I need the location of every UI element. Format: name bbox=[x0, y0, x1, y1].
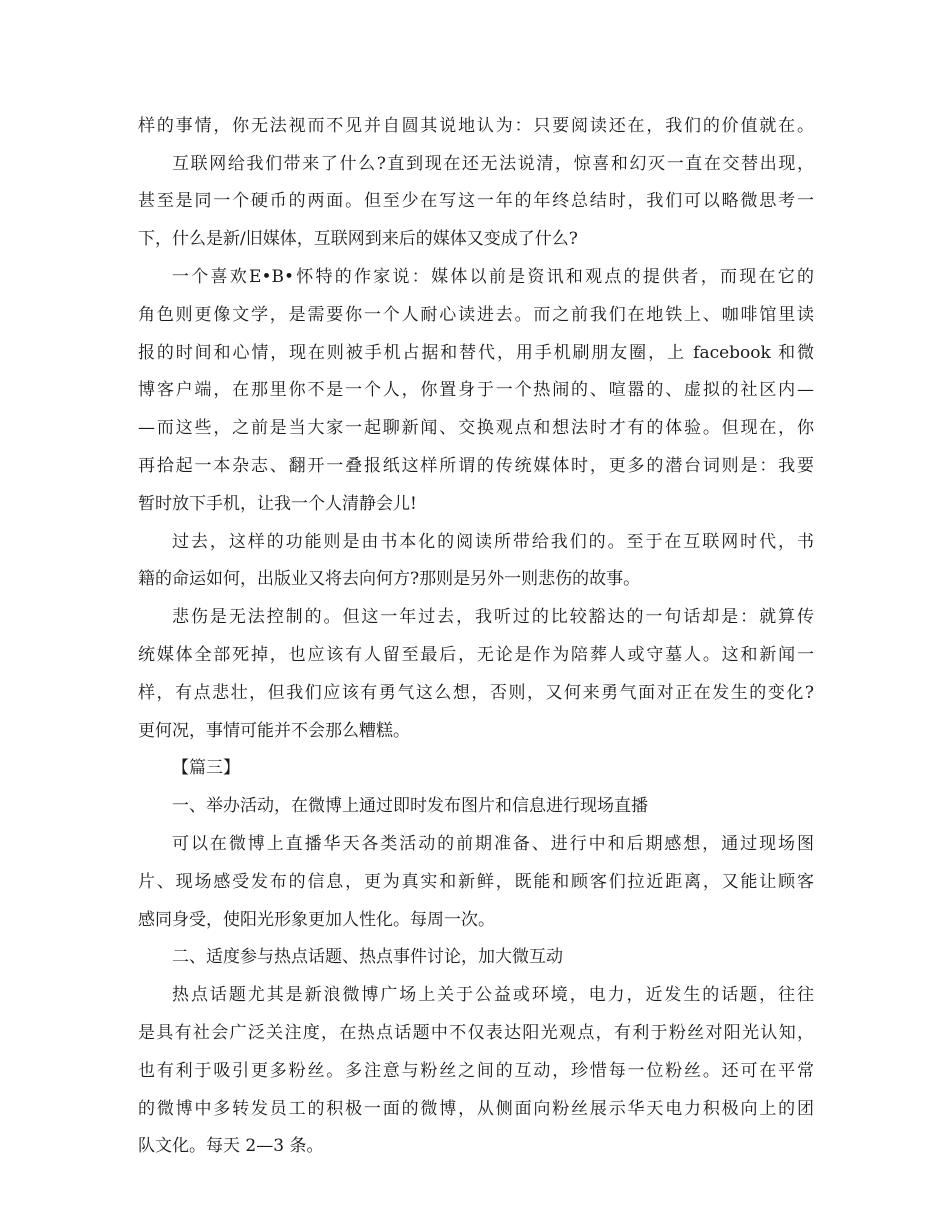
subheading: 二、适度参与热点话题、热点事件讨论，加大微互动 bbox=[172, 947, 563, 967]
paragraph-line: 博客户端，在那里你不是一个人，你置身于一个热闹的、喧嚣的、虚拟的社区内— bbox=[138, 380, 814, 400]
paragraph-line: 样，有点悲壮，但我们应该有勇气这么想，否则，又何来勇气面对正在发生的变化? bbox=[138, 683, 814, 703]
section-title: 【篇三】 bbox=[172, 758, 240, 778]
paragraph-line: 互联网给我们带来了什么?直到现在还无法说清，惊喜和幻灭一直在交替出现， bbox=[172, 154, 814, 174]
paragraph-line: 下，什么是新/旧媒体，互联网到来后的媒体又变成了什么? bbox=[138, 229, 578, 249]
paragraph-line: 感同身受，使阳光形象更加人性化。每周一次。 bbox=[138, 910, 495, 930]
paragraph-line: 可以在微博上直播华天各类活动的前期准备、进行中和后期感想，通过现场图 bbox=[172, 834, 814, 854]
paragraph-line: 也有利于吸引更多粉丝。多注意与粉丝之间的互动，珍惜每一位粉丝。还可在平常 bbox=[138, 1061, 814, 1081]
paragraph-line: 样的事情，你无法视而不见并自圆其说地认为：只要阅读还在，我们的价值就在。 bbox=[138, 116, 814, 136]
paragraph-line: 更何况，事情可能并不会那么糟糕。 bbox=[138, 721, 410, 741]
paragraph-line: 片、现场感受发布的信息，更为真实和新鲜，既能和顾客们拉近距离，又能让顾客 bbox=[138, 872, 814, 892]
subheading: 一、举办活动，在微博上通过即时发布图片和信息进行现场直播 bbox=[172, 796, 648, 816]
paragraph-line: 热点话题尤其是新浪微博广场上关于公益或环境，电力，近发生的话题，往往 bbox=[172, 985, 814, 1005]
paragraph-line: 再拾起一本杂志、翻开一叠报纸这样所谓的传统媒体时，更多的潜台词则是：我要 bbox=[138, 456, 814, 476]
paragraph-line: 过去，这样的功能则是由书本化的阅读所带给我们的。至于在互联网时代，书 bbox=[172, 532, 814, 552]
paragraph-line: 暂时放下手机，让我一个人清静会儿! bbox=[138, 494, 417, 514]
paragraph-line: 统媒体全部死掉，也应该有人留至最后，无论是作为陪葬人或守墓人。这和新闻一 bbox=[138, 645, 814, 665]
paragraph-line: 一个喜欢E•B•怀特的作家说：媒体以前是资讯和观点的提供者，而现在它的 bbox=[172, 267, 814, 287]
paragraph-line: 籍的命运如何，出版业又将去向何方?那则是另外一则悲伤的故事。 bbox=[138, 569, 641, 589]
paragraph-line: 的微博中多转发员工的积极一面的微博，从侧面向粉丝展示华天电力积极向上的团 bbox=[138, 1099, 814, 1119]
paragraph-line: 悲伤是无法控制的。但这一年过去，我听过的比较豁达的一句话却是：就算传 bbox=[172, 607, 814, 627]
paragraph-line: 队文化。每天 2—3 条。 bbox=[138, 1136, 324, 1156]
paragraph-line: 报的时间和心情，现在则被手机占据和替代，用手机刷朋友圈，上 facebook 和微 bbox=[138, 343, 814, 363]
paragraph-line: 角色则更像文学，是需要你一个人耐心读进去。而之前我们在地铁上、咖啡馆里读 bbox=[138, 305, 814, 325]
paragraph-line: 是具有社会广泛关注度，在热点话题中不仅表达阳光观点，有利于粉丝对阳光认知， bbox=[138, 1023, 814, 1043]
paragraph-line: 甚至是同一个硬币的两面。但至少在写这一年的年终总结时，我们可以略微思考一 bbox=[138, 191, 814, 211]
paragraph-line: —而这些，之前是当大家一起聊新闻、交换观点和想法时才有的体验。但现在，你 bbox=[138, 418, 814, 438]
